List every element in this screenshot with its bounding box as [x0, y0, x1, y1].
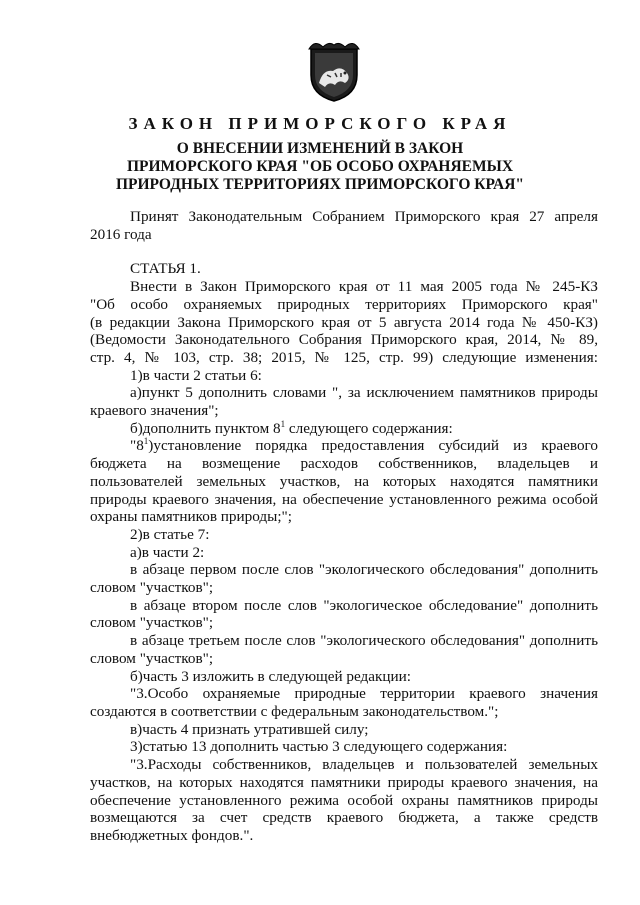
- article-heading: СТАТЬЯ 1.: [130, 260, 201, 278]
- article-text: (Ведомости Законодательного Собрания Приморского края, 2014, № 89,: [90, 331, 598, 349]
- article-text: в абзаце третьем после слов "экологического обследования" дополнить: [130, 632, 598, 650]
- article-text: обеспечение установленного режима особой охраны памятников природы: [90, 791, 598, 809]
- article-text: охраны памятников природы;";: [90, 508, 292, 526]
- article-text: "3.Особо охраняемые природные территории краевого значения: [130, 685, 598, 703]
- superscript: 1: [143, 436, 149, 447]
- article-text: 3)статью 13 дополнить частью 3 следующего содержания:: [130, 738, 508, 756]
- law-title: ЗАКОН ПРИМОРСКОГО КРАЯ: [128, 114, 512, 133]
- article-text: Внести в Закон Приморского края от 11 мая 2005 года № 245-КЗ: [130, 278, 598, 296]
- article-text: 2)в статье 7:: [130, 525, 210, 543]
- article-text: "3.Расходы собственников, владельцев и пользователей земельных: [130, 756, 598, 774]
- article-text: а)в части 2:: [130, 543, 205, 561]
- document-body: [90, 208, 598, 845]
- article-text: в)часть 4 признать утратившей силу;: [130, 720, 369, 738]
- adopted-line: Принят Законодательным Собранием Приморского края 27 апреля: [130, 208, 598, 225]
- subtitle-line: О ВНЕСЕНИИ ИЗМЕНЕНИЙ В ЗАКОН: [176, 140, 464, 157]
- article-text: "Об особо охраняемых природных территориях Приморского края": [90, 295, 598, 313]
- article-text: б)дополнить пунктом 8: [130, 419, 281, 437]
- adopted-line: 2016 года: [90, 225, 152, 243]
- article-text: а)пункт 5 дополнить словами ", за исключением памятников природы: [130, 384, 598, 402]
- subtitle-line: ПРИРОДНЫХ ТЕРРИТОРИЯХ ПРИМОРСКОГО КРАЯ": [115, 176, 525, 193]
- article-text: следующего содержания:: [285, 419, 453, 437]
- article-text: в абзаце втором после слов "экологическое обследование" дополнить: [130, 596, 598, 614]
- article-text: создаются в соответствии с федеральным законодательством.";: [90, 702, 499, 720]
- subtitle-line: ПРИМОРСКОГО КРАЯ "ОБ ОСОБО ОХРАНЯЕМЫХ: [126, 158, 514, 175]
- article-text: словом "участков";: [90, 614, 214, 632]
- article-text: возмещаются за счет средств краевого бюджета, а также средств: [90, 809, 598, 827]
- article-text: пользователей земельных участков, на которых находятся памятники: [90, 472, 598, 490]
- superscript: 1: [280, 418, 286, 429]
- article-text: бюджета на возмещение расходов собственников, владельцев и: [90, 455, 598, 473]
- article-text: словом "участков";: [90, 649, 214, 667]
- article-text: (в редакции Закона Приморского края от 5 августа 2014 года № 450-КЗ): [90, 313, 598, 331]
- article-text: "8: [130, 437, 144, 455]
- article-text: внебюджетных фондов.".: [90, 826, 254, 844]
- law-subtitle: [0, 140, 640, 194]
- article-text: природы краевого значения, на обеспечение установленного режима особой: [90, 490, 598, 508]
- article-text: 1)в части 2 статьи 6:: [130, 366, 262, 384]
- article-text: [90, 437, 598, 455]
- coat-of-arms-emblem: [305, 39, 363, 103]
- article-text: участков, на которых находятся памятники природы краевого значения, на: [90, 773, 598, 791]
- article-text: б)часть 3 изложить в следующей редакции:: [130, 667, 411, 685]
- article-text: словом "участков";: [90, 579, 214, 597]
- article-text: [90, 420, 598, 438]
- article-text: в абзаце первом после слов "экологического обследования" дополнить: [130, 561, 598, 579]
- article-text: стр. 4, № 103, стр. 38; 2015, № 125, стр. 99) следующие изменения:: [90, 348, 598, 366]
- article-text: )установление порядка предоставления субсидий из краевого: [148, 437, 598, 455]
- article-text: краевого значения";: [90, 402, 219, 420]
